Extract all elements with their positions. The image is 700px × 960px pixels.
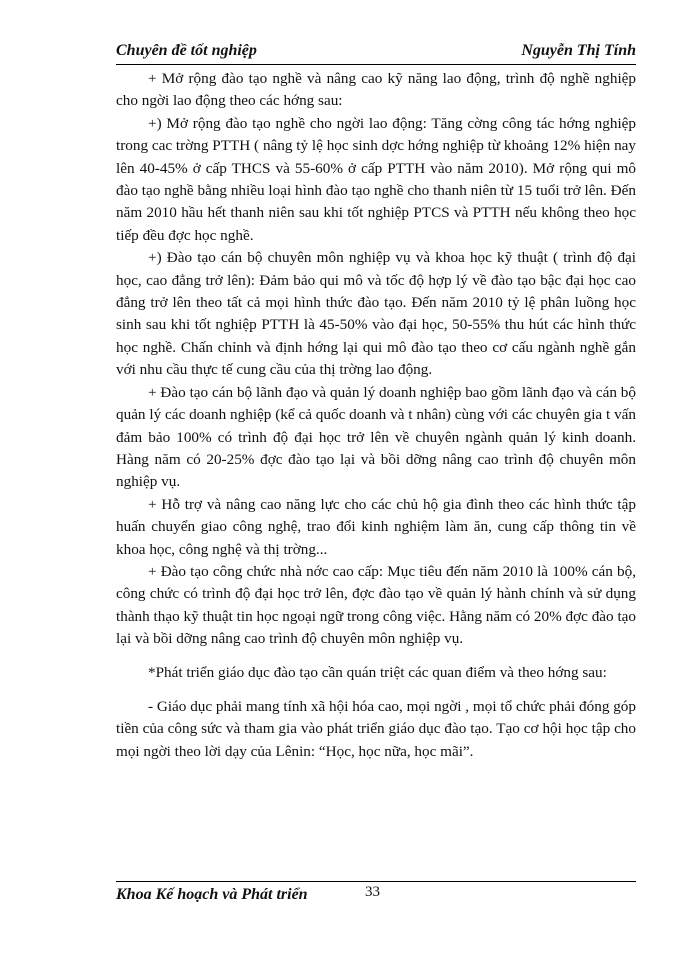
- paragraph-vocational-training: + Mở rộng đào tạo nghề và nâng cao kỹ năng lao động, trình độ nghề nghiệp cho ngời lao động theo các hớng sau:: [116, 70, 636, 110]
- header-author: Nguyễn Thị Tính: [521, 42, 636, 59]
- paragraph-expand-vocational: +) Mở rộng đào tạo nghề cho ngời lao động: Tăng cờng công tác hớng nghiệp trong cac trờng PTTH ( nâng tỷ lệ học sinh dợc hớng nghiệp từ khoảng 12% hiện nay lên 40-45% ở cấp THCS và 55-60% ở cấp PTTH vào năm 2010). Mở rộng qui mô đào tạo nghề bằng nhiều loại hình đào tạo nghề cho thanh niên từ 15 tuổi trở lên. Đến năm 2010 hầu hết thanh niên sau khi tốt nghiệp PTCS và PTTH nếu không theo học tiếp đều đợc học nghề.: [116, 114, 636, 244]
- page-number: 33: [365, 884, 380, 900]
- paragraph-business-managers: + Đào tạo cán bộ lãnh đạo và quản lý doanh nghiệp bao gồm lãnh đạo và cán bộ quản lý các doanh nghiệp (kể cả quốc doanh và t nhân) cùng với các chuyên gia t vấn đảm bảo 100% có trình độ đại học trở lên về chuyên ngành quản lý kinh doanh. Hàng năm có 20-25% đợc đào tạo lại và bồi dỡng nâng cao trình độ chuyên môn nghiệp vụ.: [116, 383, 636, 491]
- header-rule: [116, 64, 636, 65]
- paragraph-civil-servants: + Đào tạo công chức nhà nớc cao cấp: Mục tiêu đến năm 2010 là 100% cán bộ, công chức có trình độ đại học trở lên, đợc đào tạo về quản lý hành chính và sử dụng thành thạo kỹ thuật tin học ngoại ngữ trong công việc. Hằng năm có 20% đợc đào tạo lại và bồi dỡng nâng cao trình độ chuyên môn nghiệp vụ.: [116, 562, 636, 648]
- header-document-type: Chuyên đề tốt nghiệp: [116, 42, 257, 59]
- footer-rule: [116, 881, 636, 882]
- paragraph-education-principles: *Phát triển giáo dục đào tạo cần quán triệt các quan điểm và theo hớng sau:: [148, 663, 607, 681]
- footer-faculty: Khoa Kế hoạch và Phát triển: [116, 886, 308, 903]
- document-body: [116, 68, 636, 763]
- page-header: [116, 42, 636, 60]
- paragraph-household-support: + Hỗ trợ và nâng cao năng lực cho các chủ hộ gia đình theo các hình thức tập huấn chuyển giao công nghệ, trao đổi kinh nghiệm làm ăn, cung cấp thông tin về khoa học, công nghệ và thị trờng...: [116, 495, 636, 558]
- paragraph-socialization: - Giáo dục phải mang tính xã hội hóa cao, mọi ngời , mọi tổ chức phải đóng góp tiền của công sức và tham gia vào phát triển giáo dục đào tạo. Tạo cơ hội học tập cho mọi ngời theo lời dạy của Lênin: “Học, học nữa, học mãi”.: [116, 697, 636, 760]
- paragraph-professional-staff: +) Đào tạo cán bộ chuyên môn nghiệp vụ và khoa học kỹ thuật ( trình độ đại học, cao đẳng trở lên): Đảm bảo qui mô và tốc độ hợp lý về đào tạo bậc đại học cao đẳng trở lên theo tất cả mọi hình thức đào tạo. Đến năm 2010 tỷ lệ phân luồng học sinh sau khi tốt nghiệp PTTH là 45-50% vào đại học, 50-55% thu hút các hình thức học nghề. Chấn chỉnh và định hớng lại qui mô đào tạo theo cơ cấu ngành nghề gắn với nhu cầu thực tế cung cầu của thị trờng lao động.: [116, 249, 636, 379]
